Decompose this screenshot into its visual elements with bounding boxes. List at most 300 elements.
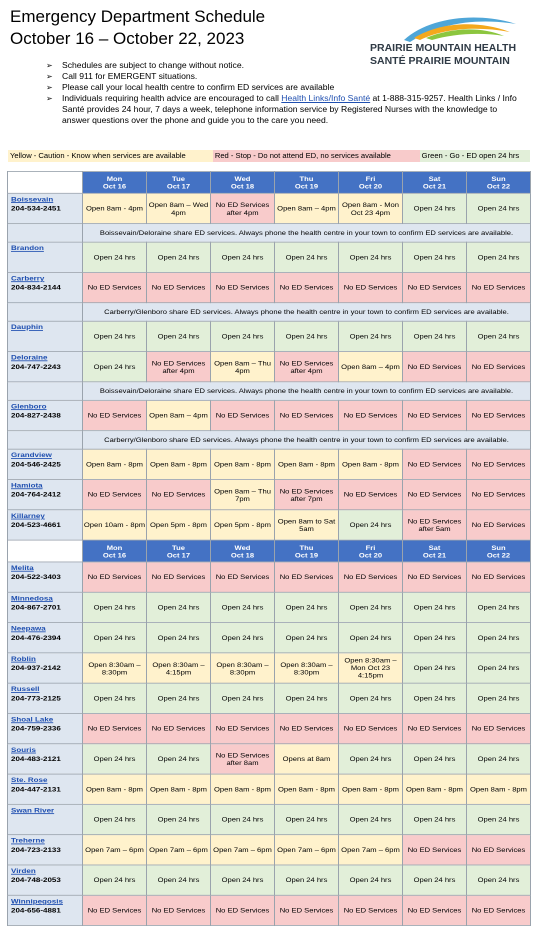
status-cell: Open 24 hrs [467,623,531,653]
status-cell: Open 24 hrs [467,683,531,713]
status-cell: Open 10am - 8pm [83,510,147,540]
facility-phone: 204-759-2336 [11,724,61,733]
status-cell: Open 8am - 8pm [211,449,275,479]
status-cell: Open 24 hrs [339,242,403,272]
facility-cell [8,835,83,865]
facility-phone: 204-476-2394 [11,633,61,642]
facility-name-link[interactable]: Souris [11,745,36,754]
status-cell: No ED Services [211,895,275,925]
date-range: October 16 – October 22, 2023 [10,29,245,48]
status-cell: No ED Services [467,400,531,430]
status-cell: No ED Services [467,449,531,479]
day-header [467,540,531,562]
status-cell: No ED Services [83,400,147,430]
status-cell: Open 24 hrs [467,865,531,895]
header-blank-cell [8,540,83,562]
facility-cell [8,804,83,834]
status-cell: No ED Services after 7pm [275,479,339,509]
status-cell: Open 8am – 4pm [147,400,211,430]
title-line: Emergency Department Schedule [10,7,266,26]
shared-services-note-row [8,224,531,243]
day-date: Oct 22 [486,182,511,190]
document-title [10,6,265,50]
status-cell: Open 24 hrs [403,242,467,272]
status-cell: No ED Services [403,713,467,743]
facility-cell [8,479,83,509]
status-cell: Open 24 hrs [83,352,147,382]
status-cell: No ED Services [403,835,467,865]
status-cell: No ED Services [467,352,531,382]
status-cell: Open 24 hrs [147,321,211,351]
facility-name-link[interactable]: Dauphin [11,323,43,331]
status-cell: No ED Services after 4pm [211,193,275,223]
table-row [8,653,531,683]
logo-text-en: PRAIRIE MOUNTAIN HEALTH [370,42,517,54]
shared-services-note-row [8,382,531,401]
status-cell: No ED Services [83,479,147,509]
status-cell: Open 5pm - 8pm [211,510,275,540]
day-name: Sun [491,543,506,552]
status-cell: No ED Services [403,400,467,430]
table-row [8,744,531,774]
note-spacer-cell [8,303,83,322]
status-cell: Open 7am – 6pm [339,835,403,865]
facility-name-link[interactable]: Boissevain [11,195,54,203]
facility-name-link[interactable]: Glenboro [11,402,47,411]
day-name: Mon [106,174,123,183]
status-cell: Open 24 hrs [83,623,147,653]
facility-name-link[interactable]: Shoal Lake [11,715,54,724]
status-cell: No ED Services [339,562,403,592]
arrow-bullet-icon: ➢ [46,72,53,81]
facility-name-link[interactable]: Minnedosa [11,594,53,602]
status-cell: Open 8am – 4pm [339,352,403,382]
table-row [8,623,531,653]
day-name: Thu [299,174,314,183]
facility-phone: 204-773-2125 [11,694,61,703]
status-cell: Open 24 hrs [211,683,275,713]
day-date: Oct 16 [102,551,127,559]
schedule-table [7,171,531,926]
facility-name-link[interactable]: Russell [11,685,40,693]
status-cell: Open 24 hrs [403,804,467,834]
note-text: Call 911 for EMERGENT situations. [62,71,198,81]
day-date: Oct 18 [230,551,255,559]
day-name: Wed [234,543,251,552]
status-cell: Open 24 hrs [275,592,339,622]
status-cell: No ED Services [403,562,467,592]
legend-yellow: Yellow - Caution - Know when services are available [8,150,213,162]
facility-cell [8,744,83,774]
status-cell: Open 8:30am – 8:30pm [211,653,275,683]
facility-phone: 204-723-2133 [11,846,61,854]
table-row [8,804,531,834]
facility-name-link[interactable]: Hamiota [11,481,43,490]
status-cell: Open 8am - 4pm [83,193,147,223]
status-cell: Open 8am - 8pm [211,774,275,804]
note-item [46,60,526,71]
status-cell: Open 24 hrs [403,623,467,653]
day-header [275,171,339,193]
status-cell: No ED Services [211,713,275,743]
facility-cell [8,865,83,895]
status-cell: Open 24 hrs [339,744,403,774]
status-cell: Open 24 hrs [147,744,211,774]
status-cell: No ED Services [275,400,339,430]
day-date: Oct 21 [422,551,447,559]
status-cell: Open 24 hrs [403,744,467,774]
logo-text-fr: SANTÉ PRAIRIE MOUNTAIN [370,55,510,67]
table-row [8,352,531,382]
facility-phone: 204-522-3403 [11,573,61,581]
status-cell: Open 24 hrs [147,592,211,622]
logo-swoosh-icon [400,12,520,42]
notes-list [46,60,526,126]
facility-cell [8,653,83,683]
status-cell: Open 24 hrs [83,321,147,351]
day-header [339,540,403,562]
facility-name-link[interactable]: Ste. Rose [11,776,48,784]
status-cell: Open 8am to Sat 5am [275,510,339,540]
status-cell: No ED Services [467,835,531,865]
status-cell: No ED Services after 5am [403,510,467,540]
status-cell: No ED Services [275,713,339,743]
day-header [83,540,147,562]
table-row [8,479,531,509]
facility-cell [8,562,83,592]
status-cell: Open 24 hrs [211,592,275,622]
status-cell: Opens at 8am [275,744,339,774]
status-cell: Open 8am - 8pm [147,449,211,479]
note-text: Please call your local health centre to confirm ED services are available [62,82,335,92]
facility-name-link[interactable]: Winnipegosis [11,897,63,905]
table-row [8,683,531,713]
day-header [403,171,467,193]
status-cell: Open 24 hrs [83,683,147,713]
status-cell: No ED Services [467,562,531,592]
status-cell: Open 8am - 8pm [403,774,467,804]
status-cell: No ED Services [467,272,531,302]
status-cell: Open 24 hrs [147,804,211,834]
status-cell: Open 24 hrs [467,744,531,774]
status-cell: No ED Services [147,272,211,302]
status-cell: No ED Services [467,479,531,509]
legend-green: Green - Go - ED open 24 hrs [420,150,530,162]
note-text: at 1-888-315-9257. Health Links / Info Santé provides 24 hour, 7 days a week, telephone information service by Registered Nurses with the knowledge to answer questions over the phone and guide you to the care you need. [62,93,517,125]
day-name: Tue [172,543,185,552]
status-cell: Open 24 hrs [147,683,211,713]
legend-red: Red - Stop - Do not attend ED, no services available [213,150,420,162]
facility-cell [8,623,83,653]
facility-name-link[interactable]: Neepawa [11,624,46,633]
status-cell: No ED Services [147,895,211,925]
status-cell: No ED Services [339,400,403,430]
status-cell: Open 24 hrs [211,623,275,653]
day-name: Tue [172,174,185,183]
table-row [8,321,531,351]
status-cell: Open 8am - 8pm [275,449,339,479]
header-blank-cell [8,171,83,193]
facility-phone: 204-523-4661 [11,521,61,529]
facility-name-link[interactable]: Swan River [11,806,55,815]
facility-name-link[interactable]: Carberry [11,274,45,283]
table-row [8,272,531,302]
facility-cell [8,449,83,479]
arrow-bullet-icon: ➢ [46,94,53,103]
day-date: Oct 17 [166,551,191,559]
day-date: Oct 22 [486,551,511,559]
status-cell: Open 24 hrs [403,321,467,351]
status-cell: No ED Services [403,352,467,382]
day-name: Fri [365,174,376,183]
status-cell: Open 8:30am – 4:15pm [147,653,211,683]
status-cell: Open 24 hrs [211,804,275,834]
facility-name-link[interactable]: Deloraine [11,353,48,362]
facility-name-link[interactable]: Roblin [11,654,36,663]
table-row [8,193,531,223]
status-cell: Open 24 hrs [339,804,403,834]
table-row [8,865,531,895]
day-name: Fri [365,543,376,552]
note-spacer-cell [8,224,83,243]
status-cell: Open 8:30am – 8:30pm [275,653,339,683]
status-cell: No ED Services [211,400,275,430]
day-date: Oct 17 [166,182,191,190]
status-cell: Open 24 hrs [275,242,339,272]
table-row [8,400,531,430]
status-cell: Open 8am – Thu 4pm [211,352,275,382]
status-cell: Open 24 hrs [403,865,467,895]
status-cell: No ED Services [83,895,147,925]
note-item [46,82,526,93]
status-cell: Open 8am - 8pm [467,774,531,804]
status-cell: Open 24 hrs [275,623,339,653]
status-cell: No ED Services [339,713,403,743]
table-row [8,242,531,272]
status-cell: Open 24 hrs [275,804,339,834]
facility-phone: 204-937-2142 [11,664,61,672]
status-cell: No ED Services [211,272,275,302]
table-row [8,895,531,925]
health-links-link[interactable]: Health Links/Info Santé [281,93,371,103]
facility-cell [8,321,83,351]
facility-phone: 204-546-2425 [11,460,61,469]
status-cell: No ED Services [339,479,403,509]
facility-cell [8,683,83,713]
facility-cell [8,352,83,382]
status-cell: Open 8am - 8pm [275,774,339,804]
shared-services-note: Carberry/Glenboro share ED services. Always phone the health centre in your town to confirm ED services are available. [83,431,531,450]
day-name: Sun [491,174,506,183]
status-cell: Open 24 hrs [467,592,531,622]
status-cell: Open 7am – 6pm [83,835,147,865]
status-cell: No ED Services [403,272,467,302]
table-row [8,449,531,479]
day-header [275,540,339,562]
facility-cell [8,193,83,223]
status-cell: Open 8am - Mon Oct 23 4pm [339,193,403,223]
facility-phone: 204-748-2053 [11,876,61,884]
note-spacer-cell [8,431,83,450]
status-cell: No ED Services after 4pm [275,352,339,382]
facility-name-link[interactable]: Grandview [11,451,52,459]
facility-phone: 204-764-2412 [11,490,61,499]
status-cell: No ED Services [147,713,211,743]
status-cell: No ED Services [467,713,531,743]
shared-services-note: Carberry/Glenboro share ED services. Always phone the health centre in your town to confirm ED services are available. [83,303,531,322]
table-row [8,510,531,540]
facility-cell [8,400,83,430]
facility-cell [8,774,83,804]
day-date: Oct 19 [294,551,319,559]
status-cell: Open 24 hrs [83,592,147,622]
status-cell: Open 24 hrs [467,242,531,272]
status-cell: No ED Services [147,479,211,509]
day-header [211,540,275,562]
status-cell: No ED Services after 8am [211,744,275,774]
note-text: Individuals requiring health advice are encouraged to call [62,93,282,103]
status-cell: No ED Services [83,562,147,592]
day-header [83,171,147,193]
facility-phone: 204-656-4881 [11,906,61,915]
status-cell: Open 8am - 8pm [147,774,211,804]
day-header [147,540,211,562]
note-text: Schedules are subject to change without notice. [62,60,245,70]
status-cell: Open 24 hrs [467,193,531,223]
facility-name-link[interactable]: Melita [11,564,34,572]
color-legend [8,150,530,162]
note-spacer-cell [8,382,83,401]
status-cell: No ED Services [403,895,467,925]
facility-cell [8,242,83,272]
status-cell: Open 24 hrs [339,623,403,653]
facility-phone: 204-834-2144 [11,283,61,292]
day-name: Wed [234,174,251,183]
status-cell: Open 5pm - 8pm [147,510,211,540]
status-cell: Open 8am - 8pm [339,774,403,804]
status-cell: Open 8:30am – Mon Oct 23 4:15pm [339,653,403,683]
status-cell: Open 8am – 4pm [275,193,339,223]
facility-cell [8,272,83,302]
facility-cell [8,592,83,622]
status-cell: Open 24 hrs [339,683,403,713]
facility-cell [8,510,83,540]
status-cell: Open 24 hrs [339,865,403,895]
day-header-row [8,540,531,562]
status-cell: Open 24 hrs [147,865,211,895]
status-cell: Open 24 hrs [339,510,403,540]
status-cell: No ED Services [211,562,275,592]
status-cell: Open 24 hrs [211,321,275,351]
status-cell: Open 8am - 8pm [339,449,403,479]
status-cell: Open 8am - 8pm [83,449,147,479]
facility-name-link[interactable]: Treherne [11,836,45,845]
day-date: Oct 18 [230,182,255,190]
status-cell: No ED Services [147,562,211,592]
status-cell: Open 7am – 6pm [147,835,211,865]
status-cell: No ED Services [467,510,531,540]
status-cell: Open 8:30am – 8:30pm [83,653,147,683]
status-cell: No ED Services [339,895,403,925]
status-cell: Open 24 hrs [403,653,467,683]
day-name: Mon [106,543,123,552]
facility-cell [8,713,83,743]
day-header [211,171,275,193]
table-row [8,592,531,622]
status-cell: Open 8am – Thu 7pm [211,479,275,509]
status-cell: Open 24 hrs [275,865,339,895]
day-date: Oct 20 [358,182,383,190]
day-header-row [8,171,531,193]
status-cell: Open 24 hrs [211,865,275,895]
note-item [46,71,526,82]
status-cell: Open 24 hrs [83,744,147,774]
day-name: Thu [299,543,314,552]
day-header [467,171,531,193]
day-date: Oct 16 [102,182,127,190]
shared-services-note: Boissevain/Deloraine share ED services. Always phone the health centre in your town to confirm ED services are available. [83,224,531,243]
table-row [8,713,531,743]
status-cell: No ED Services [83,713,147,743]
shared-services-note-row [8,431,531,450]
status-cell: No ED Services [403,449,467,479]
status-cell: Open 24 hrs [83,804,147,834]
status-cell: No ED Services [403,479,467,509]
status-cell: No ED Services [275,562,339,592]
status-cell: No ED Services [83,272,147,302]
status-cell: Open 24 hrs [211,242,275,272]
status-cell: Open 8am – Wed 4pm [147,193,211,223]
status-cell: Open 24 hrs [467,653,531,683]
status-cell: Open 7am – 6pm [211,835,275,865]
status-cell: Open 24 hrs [83,865,147,895]
status-cell: Open 24 hrs [147,242,211,272]
facility-phone: 204-867-2701 [11,603,61,612]
day-date: Oct 21 [422,182,447,190]
status-cell: Open 24 hrs [467,804,531,834]
note-item [46,93,526,126]
facility-name-link[interactable]: Brandon [11,244,44,252]
facility-name-link[interactable]: Killarney [11,511,45,520]
facility-name-link[interactable]: Virden [11,867,36,875]
status-cell: Open 24 hrs [339,592,403,622]
facility-cell [8,895,83,925]
status-cell: No ED Services [275,272,339,302]
shared-services-note-row [8,303,531,322]
status-cell: Open 7am – 6pm [275,835,339,865]
status-cell: Open 24 hrs [275,683,339,713]
status-cell: No ED Services [275,895,339,925]
day-date: Oct 19 [294,182,319,190]
day-header [403,540,467,562]
status-cell: Open 24 hrs [403,193,467,223]
facility-phone: 204-483-2121 [11,755,61,763]
status-cell: Open 8am - 8pm [83,774,147,804]
day-header [147,171,211,193]
status-cell: Open 24 hrs [403,683,467,713]
day-date: Oct 20 [358,551,383,559]
facility-phone: 204-447-2131 [11,785,61,794]
table-row [8,774,531,804]
day-name: Sat [428,543,441,552]
arrow-bullet-icon: ➢ [46,61,53,70]
status-cell: Open 24 hrs [275,321,339,351]
status-cell: Open 24 hrs [467,321,531,351]
status-cell: Open 24 hrs [147,623,211,653]
status-cell: Open 24 hrs [83,242,147,272]
status-cell: No ED Services after 4pm [147,352,211,382]
arrow-bullet-icon: ➢ [46,83,53,92]
